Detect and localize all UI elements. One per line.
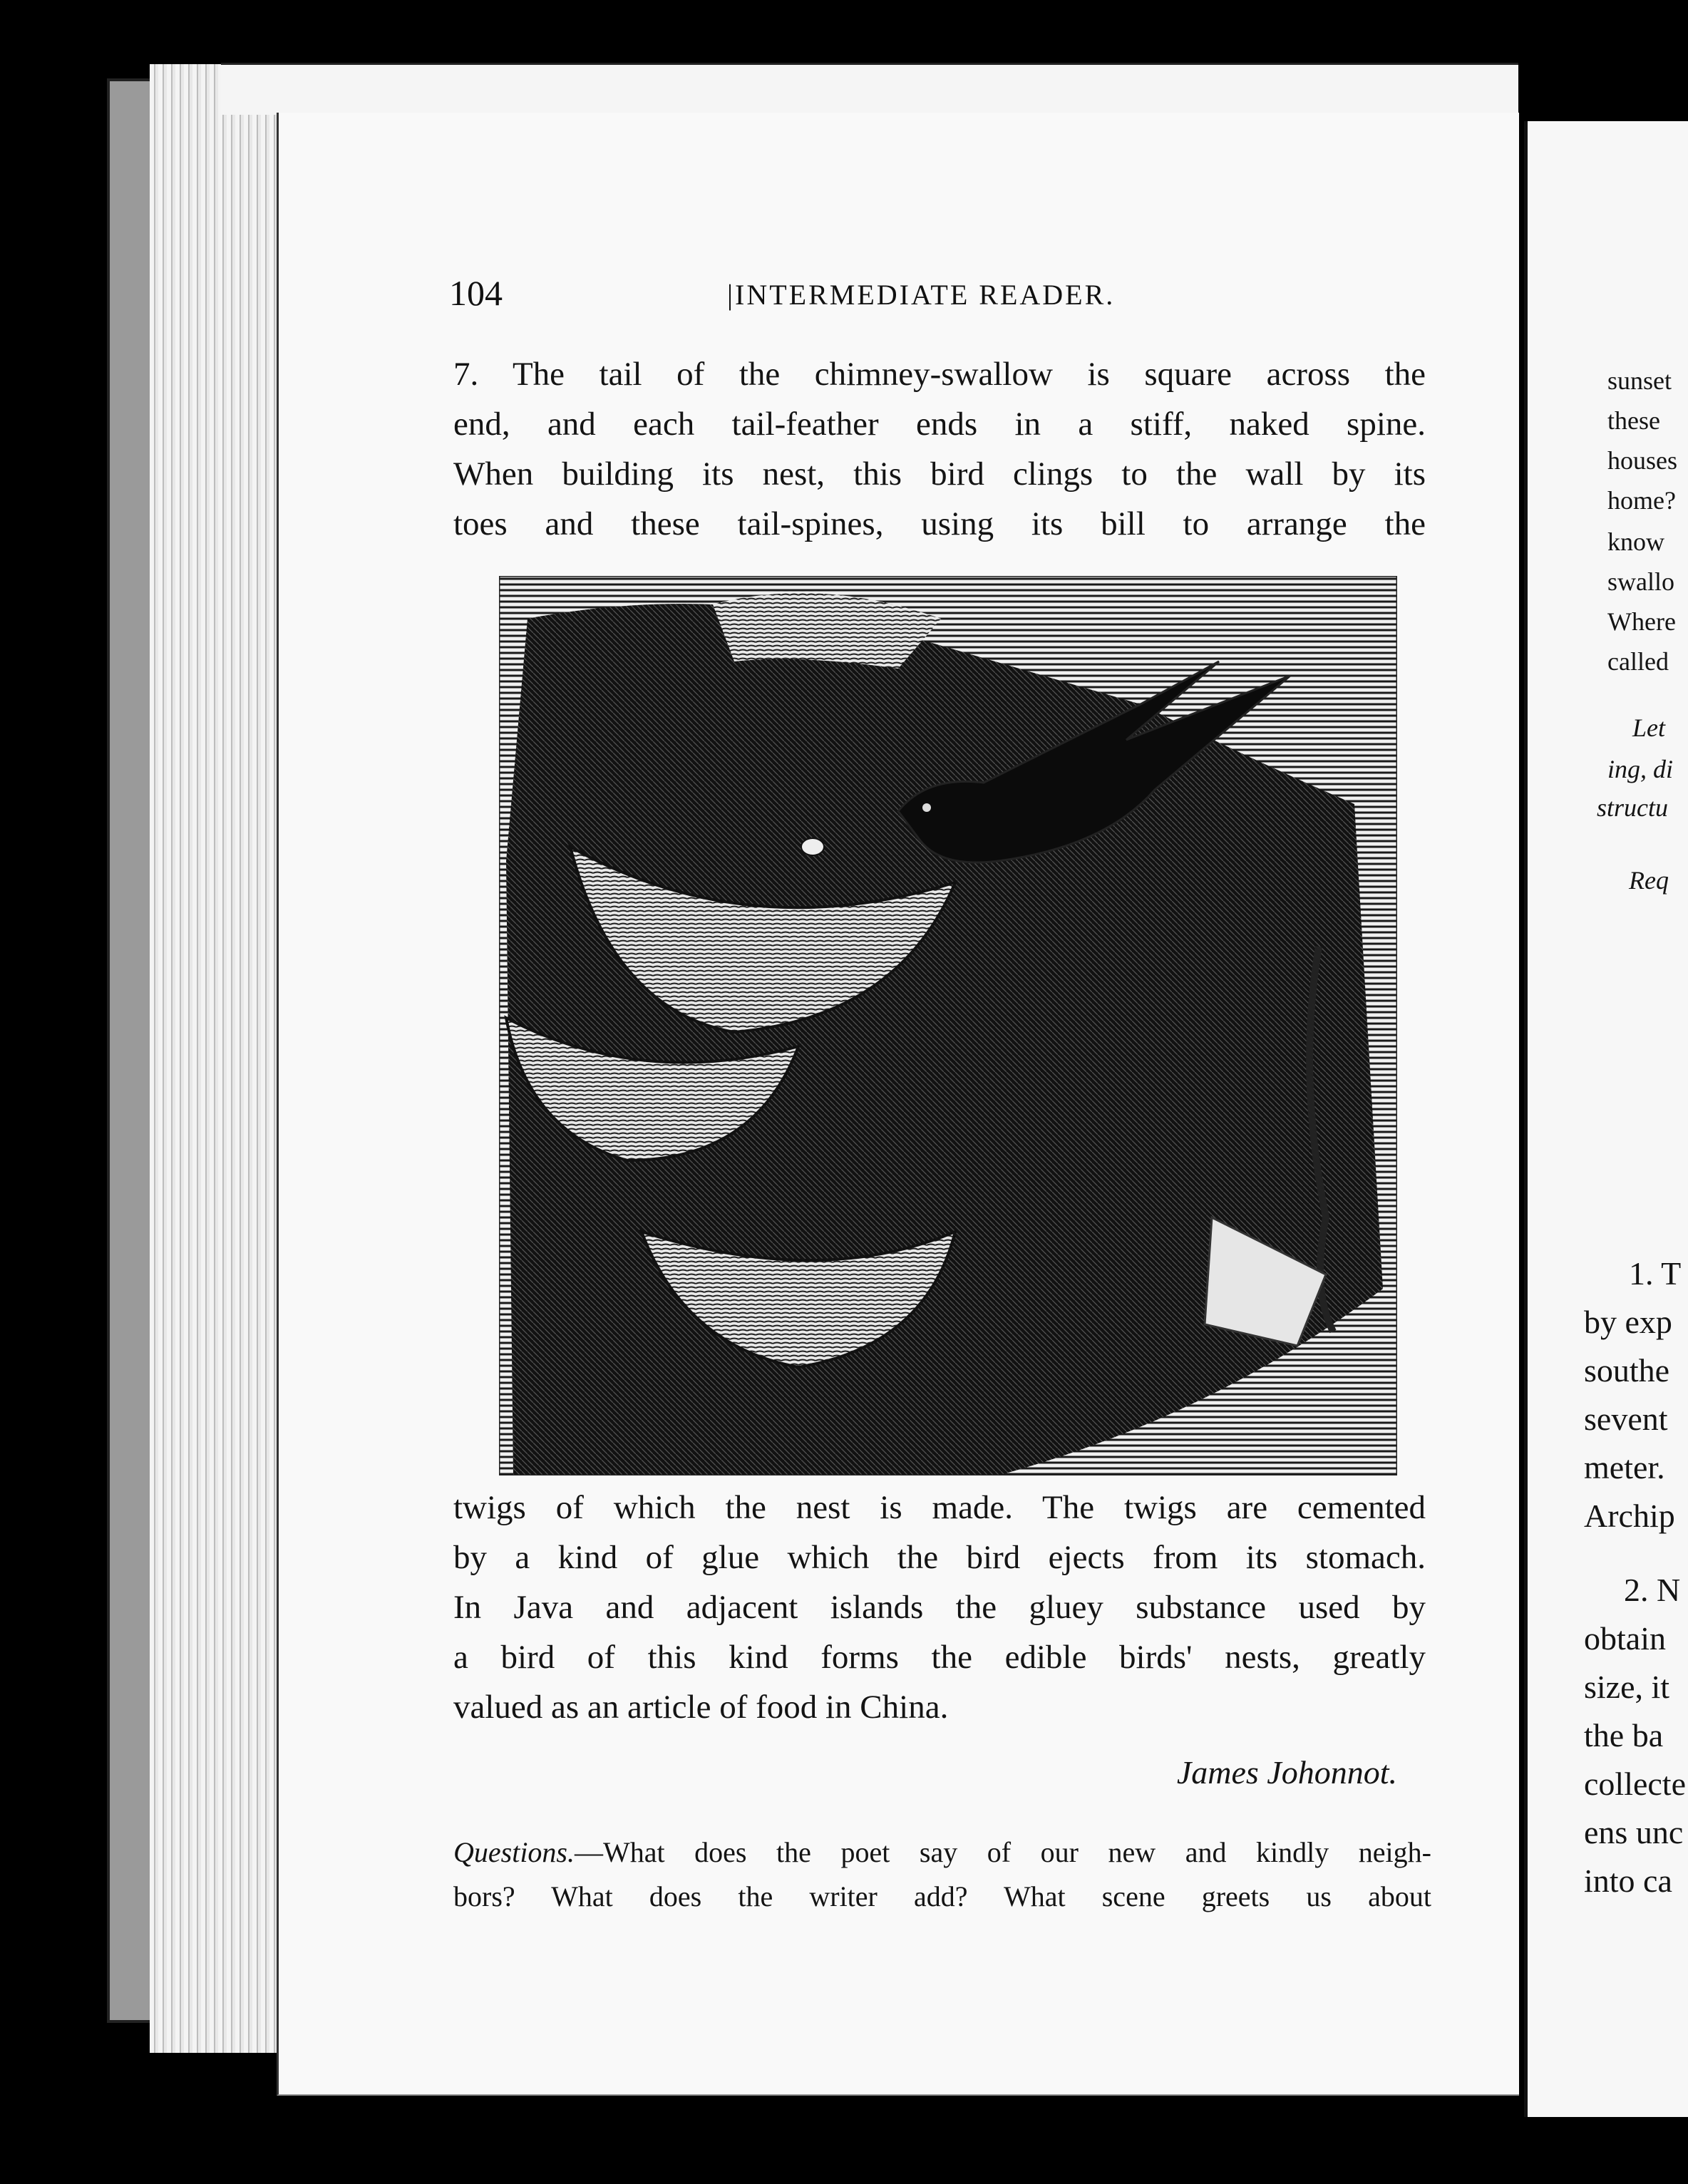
- text-line: In Java and adjacent islands the gluey substance used by: [453, 1589, 1426, 1626]
- paragraph-continued: [453, 1483, 1426, 1732]
- page-header: [449, 272, 1426, 322]
- text-line: When building its nest, this bird clings to the wall by its: [453, 455, 1426, 493]
- right-fragment: obtain: [1584, 1620, 1666, 1657]
- right-fragment: Req: [1629, 866, 1669, 895]
- right-fragment: Let: [1632, 714, 1666, 742]
- right-fragment: meter.: [1584, 1449, 1665, 1485]
- right-fragment: 2. N: [1624, 1572, 1681, 1608]
- chimney-swallow-engraving: [499, 576, 1397, 1475]
- questions-text: —What does the poet say of our new and kindly neigh-: [575, 1836, 1431, 1868]
- right-fragment: collecte: [1584, 1766, 1687, 1802]
- right-fragment: size, it: [1584, 1669, 1670, 1705]
- page-stack-edge: [150, 64, 292, 2053]
- author-attribution: James Johonnot.: [1176, 1754, 1397, 1791]
- text-line: valued as an article of food in China.: [453, 1689, 949, 1726]
- text-line: a bird of this kind forms the edible birds' nests, greatly: [453, 1639, 1426, 1676]
- right-fragment: Archip: [1584, 1498, 1675, 1534]
- text-line: end, and each tail-feather ends in a stiff, naked spine.: [453, 406, 1426, 443]
- page-number: 104: [449, 273, 503, 313]
- right-fragment: Where: [1607, 607, 1676, 636]
- right-fragment: swallo: [1607, 567, 1674, 596]
- text-line: toes and these tail-spines, using its bill to arrange the: [453, 505, 1426, 542]
- text-line: twigs of which the nest is made. The twigs are cemented: [453, 1489, 1426, 1526]
- right-fragment: 1. T: [1629, 1255, 1682, 1292]
- right-fragment: by exp: [1584, 1304, 1672, 1340]
- paragraph-7: [453, 349, 1426, 549]
- questions-block: [453, 1830, 1431, 1919]
- right-fragment: the ba: [1584, 1717, 1664, 1753]
- right-fragment: know: [1607, 527, 1664, 556]
- right-fragment: sevent: [1584, 1401, 1668, 1437]
- right-fragment: ens unc: [1584, 1814, 1684, 1850]
- questions-line: bors? What does the writer add? What scene greets us about: [453, 1880, 1431, 1912]
- right-fragment: home?: [1607, 486, 1676, 515]
- right-fragment: southe: [1584, 1352, 1670, 1389]
- running-head: |INTERMEDIATE READER.: [727, 279, 1116, 311]
- right-fragment: houses: [1607, 446, 1677, 475]
- text-line: by a kind of glue which the bird ejects from its stomach.: [453, 1539, 1426, 1576]
- right-fragment: structu: [1597, 793, 1669, 822]
- questions-line: [453, 1830, 1431, 1875]
- right-fragment: these: [1607, 406, 1660, 435]
- page-top-edge: [221, 63, 1518, 115]
- right-fragment: ing, di: [1607, 755, 1674, 783]
- right-fragment: into ca: [1584, 1863, 1672, 1899]
- text-line: 7. The tail of the chimney-swallow is square across the: [453, 356, 1426, 393]
- right-fragment: sunset: [1607, 366, 1672, 395]
- questions-label: Questions.: [453, 1836, 575, 1868]
- right-fragment: called: [1607, 647, 1669, 676]
